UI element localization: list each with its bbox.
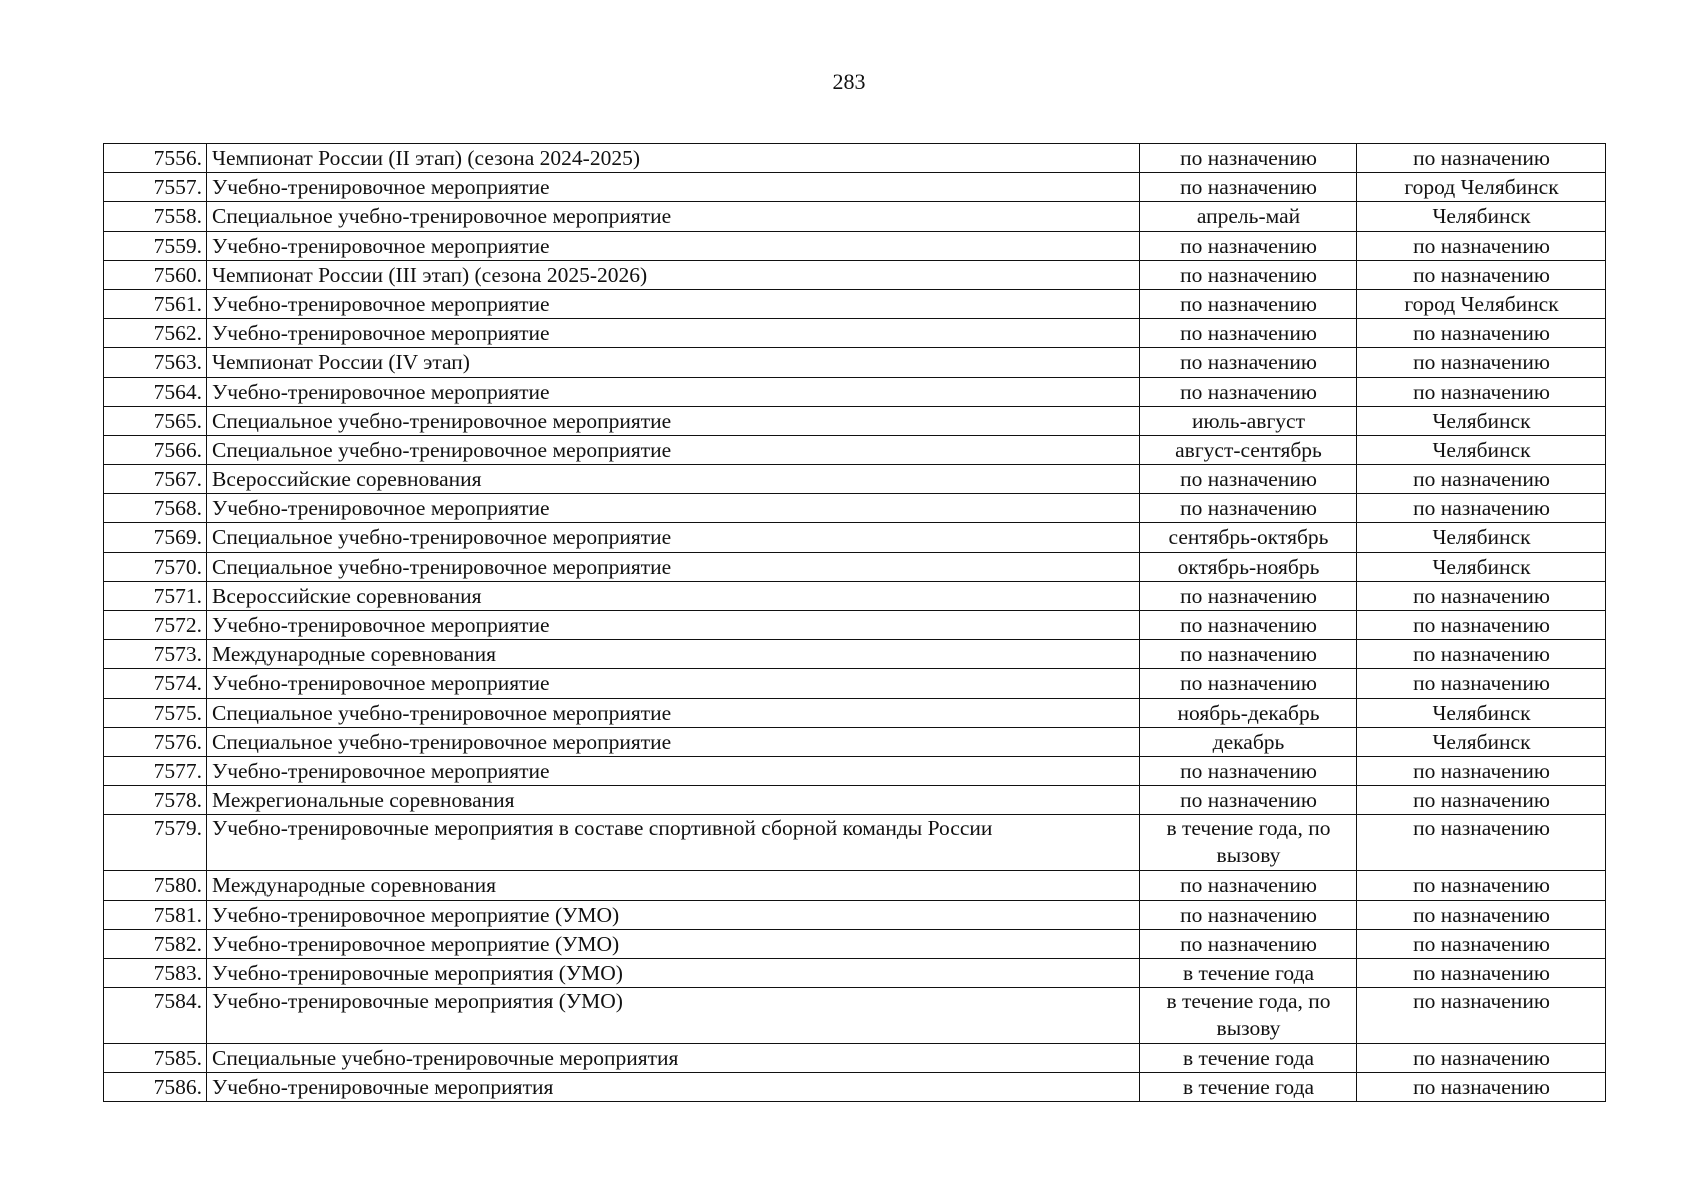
event-name: Учебно-тренировочные мероприятия в составе спортивной сборной команды России <box>207 815 1140 871</box>
table-row <box>104 727 1606 756</box>
event-number: 7561. <box>104 289 207 318</box>
event-dates: по назначению <box>1140 494 1357 523</box>
event-dates: по назначению <box>1140 581 1357 610</box>
events-table-body <box>104 144 1606 1102</box>
event-number: 7581. <box>104 900 207 929</box>
event-name: Учебно-тренировочное мероприятие <box>207 756 1140 785</box>
event-place: по назначению <box>1357 669 1606 698</box>
event-name: Специальное учебно-тренировочное мероприятие <box>207 552 1140 581</box>
event-place: Челябинск <box>1357 552 1606 581</box>
event-name: Всероссийские соревнования <box>207 581 1140 610</box>
event-dates: в течение года <box>1140 1044 1357 1073</box>
event-dates: по назначению <box>1140 144 1357 173</box>
event-name: Специальное учебно-тренировочное мероприятие <box>207 523 1140 552</box>
event-place: по назначению <box>1357 786 1606 815</box>
event-number: 7567. <box>104 465 207 494</box>
table-row <box>104 988 1606 1044</box>
event-name: Учебно-тренировочное мероприятие <box>207 231 1140 260</box>
table-row <box>104 1044 1606 1073</box>
event-place: по назначению <box>1357 900 1606 929</box>
table-row <box>104 786 1606 815</box>
event-name: Чемпионат России (II этап) (сезона 2024-2025) <box>207 144 1140 173</box>
event-dates: в течение года <box>1140 1073 1357 1102</box>
event-name: Специальное учебно-тренировочное мероприятие <box>207 202 1140 231</box>
event-number: 7582. <box>104 929 207 958</box>
event-number: 7584. <box>104 988 207 1044</box>
event-place: по назначению <box>1357 815 1606 871</box>
event-name: Учебно-тренировочные мероприятия <box>207 1073 1140 1102</box>
event-number: 7578. <box>104 786 207 815</box>
event-place: по назначению <box>1357 144 1606 173</box>
table-row <box>104 929 1606 958</box>
event-number: 7562. <box>104 319 207 348</box>
event-dates: по назначению <box>1140 786 1357 815</box>
event-dates: апрель-май <box>1140 202 1357 231</box>
event-place: Челябинск <box>1357 698 1606 727</box>
event-dates: по назначению <box>1140 319 1357 348</box>
table-row <box>104 319 1606 348</box>
event-place: Челябинск <box>1357 435 1606 464</box>
table-row <box>104 698 1606 727</box>
event-dates: в течение года <box>1140 958 1357 987</box>
event-name: Чемпионат России (III этап) (сезона 2025-2026) <box>207 260 1140 289</box>
event-place: по назначению <box>1357 756 1606 785</box>
event-number: 7575. <box>104 698 207 727</box>
table-row <box>104 815 1606 871</box>
event-place: Челябинск <box>1357 727 1606 756</box>
table-row <box>104 871 1606 900</box>
table-row <box>104 900 1606 929</box>
event-number: 7560. <box>104 260 207 289</box>
table-row <box>104 581 1606 610</box>
table-row <box>104 260 1606 289</box>
table-row <box>104 348 1606 377</box>
event-number: 7569. <box>104 523 207 552</box>
event-number: 7583. <box>104 958 207 987</box>
event-place: Челябинск <box>1357 406 1606 435</box>
event-name: Международные соревнования <box>207 640 1140 669</box>
event-name: Учебно-тренировочное мероприятие <box>207 319 1140 348</box>
event-place: по назначению <box>1357 231 1606 260</box>
table-row <box>104 406 1606 435</box>
table-row <box>104 958 1606 987</box>
event-place: Челябинск <box>1357 523 1606 552</box>
table-row <box>104 377 1606 406</box>
event-place: по назначению <box>1357 319 1606 348</box>
event-number: 7558. <box>104 202 207 231</box>
event-name: Учебно-тренировочное мероприятие <box>207 173 1140 202</box>
event-dates: в течение года, по вызову <box>1140 988 1357 1044</box>
event-dates: октябрь-ноябрь <box>1140 552 1357 581</box>
events-table <box>103 143 1606 1102</box>
table-row <box>104 1073 1606 1102</box>
event-dates: по назначению <box>1140 611 1357 640</box>
event-place: Челябинск <box>1357 202 1606 231</box>
event-number: 7586. <box>104 1073 207 1102</box>
event-number: 7576. <box>104 727 207 756</box>
event-dates: в течение года, по вызову <box>1140 815 1357 871</box>
event-name: Специальное учебно-тренировочное мероприятие <box>207 435 1140 464</box>
event-name: Учебно-тренировочное мероприятие <box>207 494 1140 523</box>
table-row <box>104 289 1606 318</box>
event-name: Учебно-тренировочное мероприятие (УМО) <box>207 900 1140 929</box>
table-row <box>104 231 1606 260</box>
event-number: 7572. <box>104 611 207 640</box>
event-place: по назначению <box>1357 465 1606 494</box>
event-number: 7559. <box>104 231 207 260</box>
event-name: Специальное учебно-тренировочное мероприятие <box>207 698 1140 727</box>
event-name: Международные соревнования <box>207 871 1140 900</box>
table-row <box>104 435 1606 464</box>
event-dates: июль-август <box>1140 406 1357 435</box>
event-dates: по назначению <box>1140 173 1357 202</box>
event-name: Специальное учебно-тренировочное мероприятие <box>207 406 1140 435</box>
event-name: Всероссийские соревнования <box>207 465 1140 494</box>
table-row <box>104 756 1606 785</box>
event-number: 7564. <box>104 377 207 406</box>
event-dates: август-сентябрь <box>1140 435 1357 464</box>
event-name: Учебно-тренировочное мероприятие <box>207 669 1140 698</box>
event-dates: по назначению <box>1140 900 1357 929</box>
event-place: город Челябинск <box>1357 289 1606 318</box>
event-place: по назначению <box>1357 348 1606 377</box>
event-number: 7571. <box>104 581 207 610</box>
event-place: по назначению <box>1357 1044 1606 1073</box>
event-place: город Челябинск <box>1357 173 1606 202</box>
event-dates: по назначению <box>1140 929 1357 958</box>
event-dates: по назначению <box>1140 289 1357 318</box>
event-name: Учебно-тренировочное мероприятие <box>207 289 1140 318</box>
table-row <box>104 611 1606 640</box>
event-dates: по назначению <box>1140 871 1357 900</box>
event-dates: декабрь <box>1140 727 1357 756</box>
event-number: 7563. <box>104 348 207 377</box>
event-number: 7570. <box>104 552 207 581</box>
event-dates: сентябрь-октябрь <box>1140 523 1357 552</box>
event-place: по назначению <box>1357 871 1606 900</box>
event-name: Чемпионат России (IV этап) <box>207 348 1140 377</box>
event-number: 7557. <box>104 173 207 202</box>
table-row <box>104 144 1606 173</box>
event-name: Учебно-тренировочные мероприятия (УМО) <box>207 958 1140 987</box>
event-place: по назначению <box>1357 929 1606 958</box>
event-dates: по назначению <box>1140 260 1357 289</box>
event-dates: по назначению <box>1140 231 1357 260</box>
event-number: 7585. <box>104 1044 207 1073</box>
table-row <box>104 465 1606 494</box>
event-number: 7573. <box>104 640 207 669</box>
event-name: Учебно-тренировочное мероприятие <box>207 377 1140 406</box>
event-number: 7580. <box>104 871 207 900</box>
event-place: по назначению <box>1357 260 1606 289</box>
event-place: по назначению <box>1357 581 1606 610</box>
table-row <box>104 523 1606 552</box>
table-row <box>104 669 1606 698</box>
event-place: по назначению <box>1357 377 1606 406</box>
event-number: 7565. <box>104 406 207 435</box>
event-number: 7568. <box>104 494 207 523</box>
event-place: по назначению <box>1357 1073 1606 1102</box>
event-dates: по назначению <box>1140 756 1357 785</box>
table-row <box>104 552 1606 581</box>
event-number: 7577. <box>104 756 207 785</box>
event-dates: ноябрь-декабрь <box>1140 698 1357 727</box>
event-place: по назначению <box>1357 988 1606 1044</box>
event-name: Учебно-тренировочные мероприятия (УМО) <box>207 988 1140 1044</box>
event-dates: по назначению <box>1140 669 1357 698</box>
event-dates: по назначению <box>1140 377 1357 406</box>
event-dates: по назначению <box>1140 465 1357 494</box>
table-row <box>104 494 1606 523</box>
event-place: по назначению <box>1357 640 1606 669</box>
event-number: 7579. <box>104 815 207 871</box>
table-row <box>104 640 1606 669</box>
event-place: по назначению <box>1357 958 1606 987</box>
event-name: Специальные учебно-тренировочные мероприятия <box>207 1044 1140 1073</box>
event-name: Учебно-тренировочное мероприятие (УМО) <box>207 929 1140 958</box>
event-name: Межрегиональные соревнования <box>207 786 1140 815</box>
event-place: по назначению <box>1357 494 1606 523</box>
table-row <box>104 173 1606 202</box>
event-name: Учебно-тренировочное мероприятие <box>207 611 1140 640</box>
event-dates: по назначению <box>1140 640 1357 669</box>
page-number: 283 <box>832 69 866 94</box>
event-name: Специальное учебно-тренировочное мероприятие <box>207 727 1140 756</box>
event-number: 7556. <box>104 144 207 173</box>
event-number: 7574. <box>104 669 207 698</box>
table-row <box>104 202 1606 231</box>
event-place: по назначению <box>1357 611 1606 640</box>
event-number: 7566. <box>104 435 207 464</box>
event-dates: по назначению <box>1140 348 1357 377</box>
